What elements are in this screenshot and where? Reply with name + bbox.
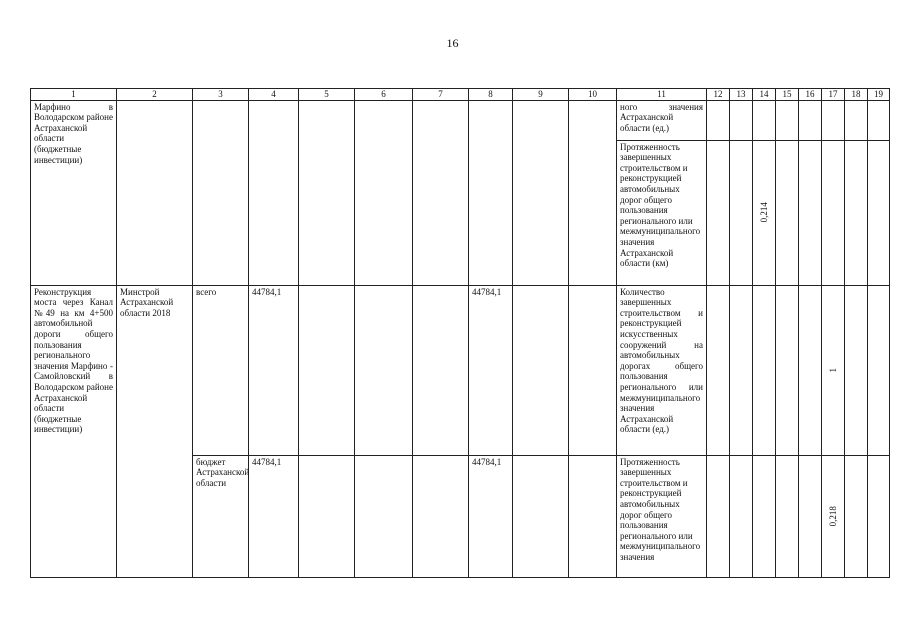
empty-cell [249,100,299,285]
col-header: 2 [117,89,193,101]
value-cell [822,455,845,577]
funding-source-cell: всего [193,285,249,455]
empty-cell [513,455,569,577]
empty-cell [822,100,845,140]
col-header: 3 [193,89,249,101]
empty-cell [299,455,355,577]
empty-cell [707,285,730,455]
value-cell [753,140,776,285]
empty-cell [513,285,569,455]
value-cell [822,285,845,455]
empty-cell [845,140,868,285]
funding-source-cell: бюджет Астраханской области [193,455,249,577]
empty-cell [707,140,730,285]
empty-cell [868,455,890,577]
page-number: 16 [446,36,459,50]
col-header: 12 [707,89,730,101]
empty-cell [569,455,617,577]
col-header: 18 [845,89,868,101]
empty-cell [299,285,355,455]
empty-cell [569,100,617,285]
col-header: 11 [617,89,707,101]
project-name-cell: Марфино в Володарском районе Астраханской области (бюджетные инвестиции) [31,100,117,285]
empty-cell [730,140,753,285]
empty-cell [822,140,845,285]
indicator-cell: Количество завершенных строительством и реконструкцией искусственных сооружений на автомобильных дорогах общего пользования регионального или межмуниципального значения Астраханской области (ед.) [617,285,707,455]
indicator-cell: Протяженность завершенных строительством и реконструкцией автомобильных дорог общего пользования регионального или межмуниципального значения [617,455,707,577]
col-header: 1 [31,89,117,101]
empty-cell [413,285,469,455]
col-header: 10 [569,89,617,101]
empty-cell [753,285,776,455]
empty-cell [799,455,822,577]
empty-cell [193,100,249,285]
indicator-cell: ного значения Астраханской области (ед.) [617,100,707,140]
program-table [30,88,890,578]
empty-cell [799,285,822,455]
empty-cell [513,100,569,285]
executor-cell: Минстрой Астраханской области 2018 [117,285,193,577]
col-header: 16 [799,89,822,101]
table-row [31,285,890,455]
empty-cell [355,455,413,577]
empty-cell [730,100,753,140]
empty-cell [776,455,799,577]
amount-cell: 44784,1 [249,455,299,577]
col-header: 7 [413,89,469,101]
empty-cell [799,140,822,285]
value-text: 1 [827,367,838,373]
empty-cell [776,285,799,455]
empty-cell [868,100,890,140]
empty-cell [799,100,822,140]
col-header: 17 [822,89,845,101]
empty-cell [117,100,193,285]
empty-cell [355,285,413,455]
empty-cell [845,285,868,455]
empty-cell [776,140,799,285]
empty-cell [355,100,413,285]
empty-cell [776,100,799,140]
value-text: 0,218 [827,505,838,527]
column-number-row [31,89,890,101]
empty-cell [707,100,730,140]
amount-cell: 44784,1 [469,455,513,577]
empty-cell [413,100,469,285]
col-header: 13 [730,89,753,101]
empty-cell [845,100,868,140]
col-header: 5 [299,89,355,101]
empty-cell [753,455,776,577]
col-header: 19 [868,89,890,101]
empty-cell [413,455,469,577]
empty-cell [730,285,753,455]
amount-cell: 44784,1 [469,285,513,455]
col-header: 15 [776,89,799,101]
col-header: 4 [249,89,299,101]
empty-cell [868,285,890,455]
col-header: 9 [513,89,569,101]
empty-cell [569,285,617,455]
empty-cell [299,100,355,285]
col-header: 8 [469,89,513,101]
empty-cell [868,140,890,285]
project-name-cell: Реконструкция моста через Канал №49 на км 4+500 автомобильной дороги общего пользования регионального значения Марфино - Самойловский в Володарском районе Астраханской области (бюджетные инвестиции) [31,285,117,577]
empty-cell [707,455,730,577]
table-row [31,100,890,140]
col-header: 14 [753,89,776,101]
col-header: 6 [355,89,413,101]
amount-cell: 44784,1 [249,285,299,455]
empty-cell [730,455,753,577]
empty-cell [845,455,868,577]
value-text: 0,214 [758,202,769,223]
empty-cell [469,100,513,285]
empty-cell [753,100,776,140]
indicator-cell: Протяженность завершенных строительством и реконструкцией автомобильных дорог общего пользования регионального или межмуниципального значения Астраханской области (км) [617,140,707,285]
